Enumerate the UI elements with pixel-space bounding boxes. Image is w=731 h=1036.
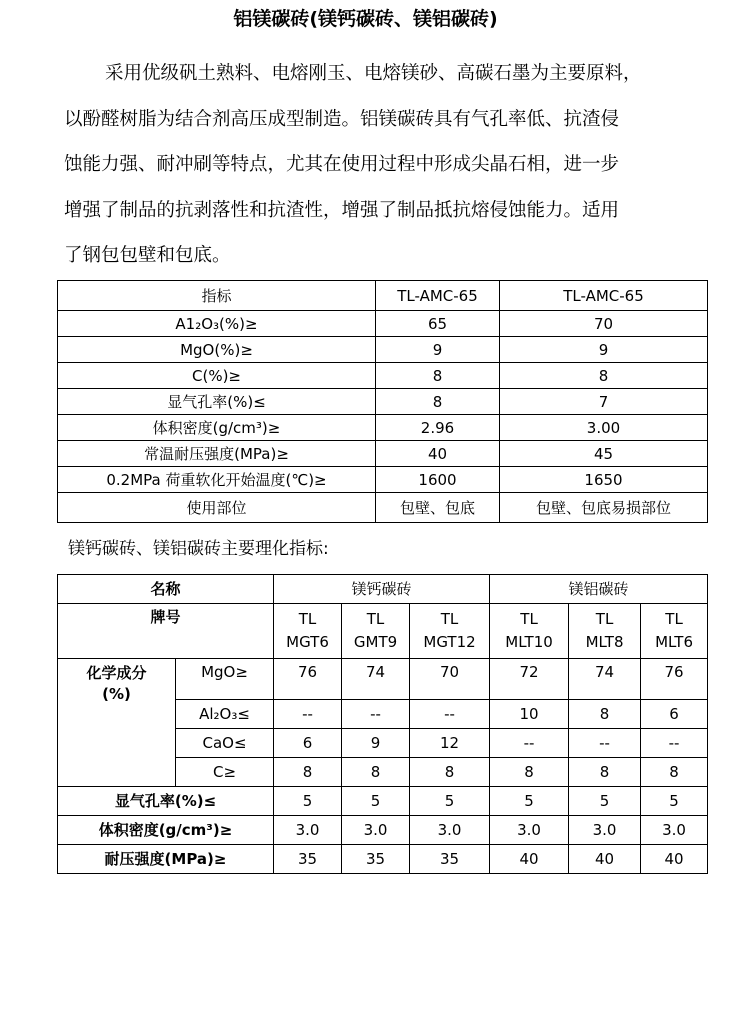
- row-label: Al₂O₃≤: [176, 700, 274, 729]
- composition-unit: (%): [102, 685, 131, 703]
- header-cell: 牌号: [58, 604, 274, 659]
- table-cell: --: [490, 729, 569, 758]
- table-cell: 9: [342, 729, 410, 758]
- table-cell: 3.0: [490, 816, 569, 845]
- table-cell: 40: [641, 845, 708, 874]
- table-row: [58, 467, 708, 493]
- table2-caption: 镁钙碳砖、镁铝碳砖主要理化指标:: [68, 539, 329, 559]
- table-cell: 8: [274, 758, 342, 787]
- table-cell: 6: [641, 700, 708, 729]
- table-cell: 3.00: [500, 415, 708, 441]
- row-label: 常温耐压强度(MPa)≥: [58, 441, 376, 467]
- table-cell: 8: [490, 758, 569, 787]
- table-cell: --: [641, 729, 708, 758]
- header-cell: TL-AMC-65: [376, 281, 500, 311]
- paragraph-line: 蚀能力强、耐冲刷等特点，尤其在使用过程中形成尖晶石相，进一步: [64, 154, 620, 175]
- row-label: C≥: [176, 758, 274, 787]
- table-row: [58, 845, 708, 874]
- grade-code: MLT10: [505, 633, 553, 651]
- grade-prefix: TL: [665, 610, 683, 628]
- table-cell: 70: [500, 311, 708, 337]
- table-cell: 65: [376, 311, 500, 337]
- paragraph-line: 增强了制品的抗剥落性和抗渣性，增强了制品抵抗熔侵蚀能力。适用: [64, 199, 620, 221]
- table-header-row: [58, 575, 708, 604]
- grade-code: GMT9: [353, 633, 398, 651]
- table-cell: 1650: [500, 467, 708, 493]
- table-row: [58, 337, 708, 363]
- paragraph-line: 了钢包包壁和包底。: [64, 245, 231, 266]
- table-cell: 8: [641, 758, 708, 787]
- header-cell: 指标: [58, 281, 376, 311]
- table-cell: 35: [274, 845, 342, 874]
- row-label: MgO(%)≥: [58, 337, 376, 363]
- row-label: 显气孔率(%)≤: [58, 389, 376, 415]
- table-cell: 3.0: [342, 816, 410, 845]
- magnesia-calcia-alumina-carbon-table: [57, 574, 708, 874]
- table-cell: 76: [641, 659, 708, 700]
- table-cell: 2.96: [376, 415, 500, 441]
- table-cell: 74: [342, 659, 410, 700]
- table-header-row: [58, 281, 708, 311]
- grade-code: MGT12: [423, 633, 476, 651]
- table-row: [58, 363, 708, 389]
- row-label: A1₂O₃(%)≥: [58, 311, 376, 337]
- row-label: 体积密度(g/cm³)≥: [58, 816, 274, 845]
- table-cell: 8: [410, 758, 490, 787]
- grade-cell: [410, 604, 490, 659]
- table-cell: 5: [569, 787, 641, 816]
- grade-cell: [641, 604, 708, 659]
- table-cell: 9: [500, 337, 708, 363]
- table-cell: 8: [500, 363, 708, 389]
- table-row: [58, 493, 708, 523]
- table-row: [58, 415, 708, 441]
- group-header-mgalc: 镁铝碳砖: [490, 575, 708, 604]
- table-cell: 40: [569, 845, 641, 874]
- composition-label: [58, 659, 176, 787]
- grade-row: [58, 604, 708, 659]
- table-cell: 10: [490, 700, 569, 729]
- grade-cell: [342, 604, 410, 659]
- table-cell: 5: [490, 787, 569, 816]
- paragraph-line: 采用优级矾土熟料、电熔刚玉、电熔镁砂、高碳石墨为主要原料，: [105, 63, 642, 84]
- table-cell: 5: [641, 787, 708, 816]
- row-label: 耐压强度(MPa)≥: [58, 845, 274, 874]
- table-cell: 8: [342, 758, 410, 787]
- table-cell: --: [274, 700, 342, 729]
- table-cell: 8: [569, 758, 641, 787]
- table-row: [58, 816, 708, 845]
- table-cell: 76: [274, 659, 342, 700]
- table-cell: 6: [274, 729, 342, 758]
- table-cell: 72: [490, 659, 569, 700]
- table-cell: 3.0: [410, 816, 490, 845]
- row-label: 0.2MPa 荷重软化开始温度(℃)≥: [58, 467, 376, 493]
- grade-prefix: TL: [440, 610, 459, 628]
- table-cell: 9: [376, 337, 500, 363]
- grade-cell: [490, 604, 569, 659]
- header-cell: 名称: [58, 575, 274, 604]
- table-cell: --: [569, 729, 641, 758]
- grade-prefix: TL: [366, 610, 385, 628]
- table-cell: 1600: [376, 467, 500, 493]
- row-label: C(%)≥: [58, 363, 376, 389]
- table-cell: 35: [342, 845, 410, 874]
- table-cell: 45: [500, 441, 708, 467]
- grade-code: MGT6: [286, 633, 329, 651]
- composition-label-line: 化学成分: [86, 664, 147, 682]
- table-cell: 5: [274, 787, 342, 816]
- grade-prefix: TL: [595, 610, 614, 628]
- table-cell: 70: [410, 659, 490, 700]
- table-cell: 8: [376, 389, 500, 415]
- grade-prefix: TL: [298, 610, 317, 628]
- table-cell: 包壁、包底易损部位: [500, 493, 708, 523]
- group-header-mgcac: 镁钙碳砖: [274, 575, 490, 604]
- table-cell: 5: [342, 787, 410, 816]
- table-cell: 3.0: [641, 816, 708, 845]
- table-cell: 包壁、包底: [376, 493, 500, 523]
- table-cell: 35: [410, 845, 490, 874]
- table-cell: --: [410, 700, 490, 729]
- page-title: 铝镁碳砖(镁钙碳砖、镁铝碳砖): [233, 8, 498, 30]
- paragraph-line: 以酚醛树脂为结合剂高压成型制造。铝镁碳砖具有气孔率低、抗渣侵: [64, 108, 620, 130]
- row-label: 使用部位: [58, 493, 376, 523]
- table-cell: 12: [410, 729, 490, 758]
- table-row: [58, 311, 708, 337]
- table-cell: 74: [569, 659, 641, 700]
- table-cell: 5: [410, 787, 490, 816]
- grade-prefix: TL: [520, 610, 538, 628]
- table-cell: 7: [500, 389, 708, 415]
- row-label: CaO≤: [176, 729, 274, 758]
- table-cell: 8: [569, 700, 641, 729]
- table-row: [58, 659, 708, 700]
- grade-cell: [274, 604, 342, 659]
- grade-code: MLT6: [655, 633, 694, 651]
- row-label: MgO≥: [176, 659, 274, 700]
- table-cell: 8: [376, 363, 500, 389]
- table-cell: 3.0: [569, 816, 641, 845]
- table-cell: 3.0: [274, 816, 342, 845]
- grade-cell: [569, 604, 641, 659]
- table-cell: 40: [490, 845, 569, 874]
- row-label: 显气孔率(%)≤: [58, 787, 274, 816]
- table-row: [58, 787, 708, 816]
- table-cell: 40: [376, 441, 500, 467]
- grade-code: MLT8: [585, 633, 624, 651]
- row-label: 体积密度(g/cm³)≥: [58, 415, 376, 441]
- table-row: [58, 389, 708, 415]
- header-cell: TL-AMC-65: [500, 281, 708, 311]
- table-cell: --: [342, 700, 410, 729]
- alumina-magnesia-carbon-table: [57, 280, 708, 523]
- table-row: [58, 441, 708, 467]
- description-paragraph: [64, 51, 704, 279]
